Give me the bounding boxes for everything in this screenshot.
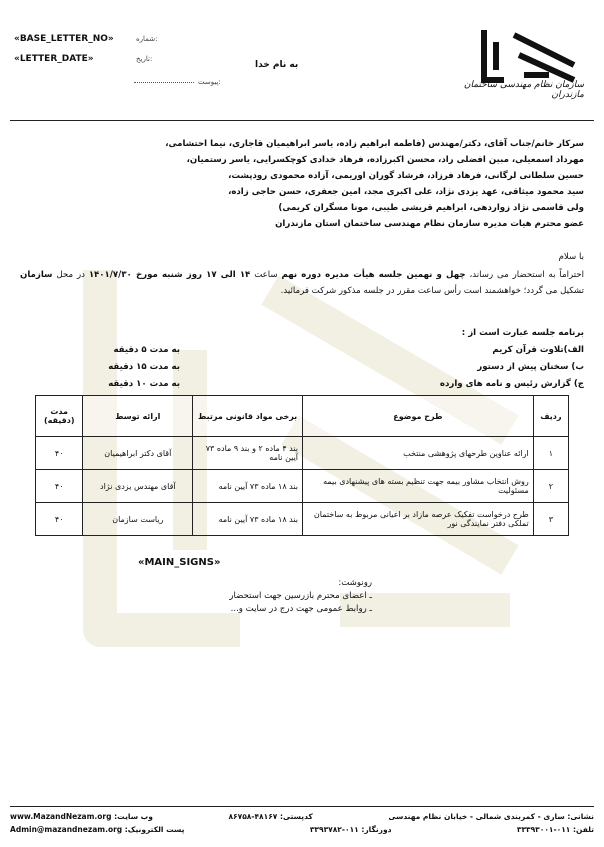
cell-number: ۳ <box>533 503 568 536</box>
meeting-hours: ۱۴ الی ۱۷ <box>206 270 251 280</box>
footer-postal-code: کدپستی: ۴۸۱۶۷-۸۶۷۵۸ <box>228 812 313 821</box>
body-text: ساعت <box>250 270 282 280</box>
basmala: به نام خدا <box>255 60 299 70</box>
footer-fax: دورنگار: ۰۱۱-۳۳۹۳۷۸۲ <box>309 825 392 834</box>
cell-presenter: آقای دکتر ابراهیمیان <box>83 437 193 470</box>
footer-email[interactable]: پست الکترونیک: Admin@mazandnezam.org <box>10 825 185 834</box>
table-header-row <box>36 396 569 437</box>
organization-caption: سازمان نظام مهندسی ساختمان مازندران <box>463 80 584 100</box>
agenda <box>20 325 584 393</box>
agenda-item <box>20 376 584 393</box>
letter-number-row <box>14 34 157 44</box>
recipients-line: سید محمود میثاقی، عهد یزدی نژاد، علی اکبری مجد، امین جعفری، حسن حاجی زاده، <box>228 187 584 197</box>
agenda-item-duration: به مدت ۱۵ دقیقه <box>108 362 180 372</box>
body-text: در محل <box>52 270 89 280</box>
table-row <box>36 437 569 470</box>
letter-date-label: تاریخ: <box>136 55 153 63</box>
agenda-title: برنامه جلسه عبارت است از : <box>461 328 584 338</box>
header-duration: مدت (دقیقه) <box>36 396 83 437</box>
agenda-table <box>35 395 569 536</box>
cc-title: رونوشت: <box>338 578 372 588</box>
header-presenter: ارائه توسط <box>83 396 193 437</box>
footer-address: نشانی: ساری - کمربندی شمالی - خیابان نظام مهندسی <box>388 812 594 821</box>
cell-law: بند ۴ ماده ۲ و بند ۹ ماده ۷۳ آیین نامه <box>193 437 303 470</box>
cell-presenter: ریاست سازمان <box>83 503 193 536</box>
cell-topic: طرح درخواست تفکیک عرصه مازاد بر اعیانی مربوط به ساختمان تملکی دفتر نمایندگی نور <box>303 503 534 536</box>
letter-number: «BASE_LETTER_NO» <box>14 34 114 44</box>
cell-duration: ۴۰ <box>36 503 83 536</box>
agenda-item-duration: به مدت ۱۰ دقیقه <box>108 379 180 389</box>
letter-date-row <box>14 54 152 64</box>
footer-phone: تلفن: ۰۱۱-۳۳۳۹۳۰۰۱ <box>516 825 594 834</box>
cell-duration: ۴۰ <box>36 470 83 503</box>
table-row <box>36 470 569 503</box>
recipients-line: مهرداد اسمعیلی، مبین افضلی راد، محسن اکبرزاده، فرهاد خدادی کوچکسرایی، یاسر رستمیان، <box>186 155 584 165</box>
cell-duration: ۴۰ <box>36 437 83 470</box>
meeting-date: ۱۴۰۱/۷/۳۰ <box>88 270 132 280</box>
recipients-line: حسین سلطانی لرگانی، فرهاد فرزاد، فرشاد گوران اوریمی، آزاده محمودی رودپشت، <box>228 171 584 181</box>
header-topic: طرح موضوع <box>303 396 534 437</box>
signature-placeholder: «MAIN_SIGNS» <box>138 557 221 568</box>
meeting-location: سازمان <box>20 270 53 280</box>
footer-divider <box>10 806 594 807</box>
recipients-line: سرکار خانم/جناب آقای، دکتر/مهندس (فاطمه ابراهیم زاده، یاسر ابراهیمیان قاجاری، نیما احتشامی، <box>165 139 584 149</box>
cc-item: ـ روابط عمومی جهت درج در سایت و... <box>230 604 372 614</box>
footer <box>10 810 594 836</box>
header-law: برخی مواد قانونی مرتبط <box>193 396 303 437</box>
header-divider <box>10 120 594 121</box>
footer-website[interactable]: وب سایت: www.MazandNezam.org <box>10 812 153 821</box>
agenda-item-label: الف)تلاوت قرآن کریم <box>492 345 584 355</box>
agenda-item <box>20 359 584 376</box>
agenda-item-label: ب) سخنان پیش از دستور <box>477 362 584 372</box>
meeting-title: چهل و نهمین جلسه هیأت مدیره دوره نهم <box>281 270 466 280</box>
cell-law: بند ۱۸ ماده ۷۳ آیین نامه <box>193 503 303 536</box>
cell-law: بند ۱۸ ماده ۷۳ آیین نامه <box>193 470 303 503</box>
body-text: تشکیل می گردد؛ خواهشمند است رأس ساعت مقرر در جلسه مذکور شرکت فرمائید. <box>280 286 584 296</box>
cell-number: ۱ <box>533 437 568 470</box>
cc-item: ـ اعضای محترم بازرسین جهت استحضار <box>229 591 372 601</box>
header-row-number: ردیف <box>533 396 568 437</box>
cell-presenter: آقای مهندس یزدی نژاد <box>83 470 193 503</box>
body-paragraph <box>20 267 584 299</box>
agenda-item-duration: به مدت ۵ دقیقه <box>113 345 180 355</box>
body-text: احتراماً به استحضار می رساند، <box>465 270 584 280</box>
cell-topic: ارائه عناوین طرحهای پژوهشی منتخب <box>303 437 534 470</box>
greeting: با سلام <box>558 252 584 262</box>
recipients-role: عضو محترم هیات مدیره سازمان نظام مهندسی ساختمان استان مازندران <box>275 219 584 229</box>
attachment-row <box>14 78 221 86</box>
carbon-copy <box>172 577 372 616</box>
agenda-item-label: ج) گزارش رئیس و نامه های وارده <box>439 379 584 389</box>
recipients-line: ولی قاسمی نژاد زواردهی، ابراهیم قریشی طیبی، مونا مسگران کریمی) <box>278 203 584 213</box>
attachment-label: پیوست: <box>198 78 221 86</box>
table-row <box>36 503 569 536</box>
letter-number-label: شماره: <box>136 35 158 43</box>
cell-topic: روش انتخاب مشاور بیمه جهت تنظیم بسته های پیشنهادی بیمه مسئولیت <box>303 470 534 503</box>
recipients <box>20 136 584 232</box>
agenda-item <box>20 342 584 359</box>
body-text: روز شنبه مورخ <box>131 270 207 280</box>
cell-number: ۲ <box>533 470 568 503</box>
letter-date: «LETTER_DATE» <box>14 54 94 64</box>
